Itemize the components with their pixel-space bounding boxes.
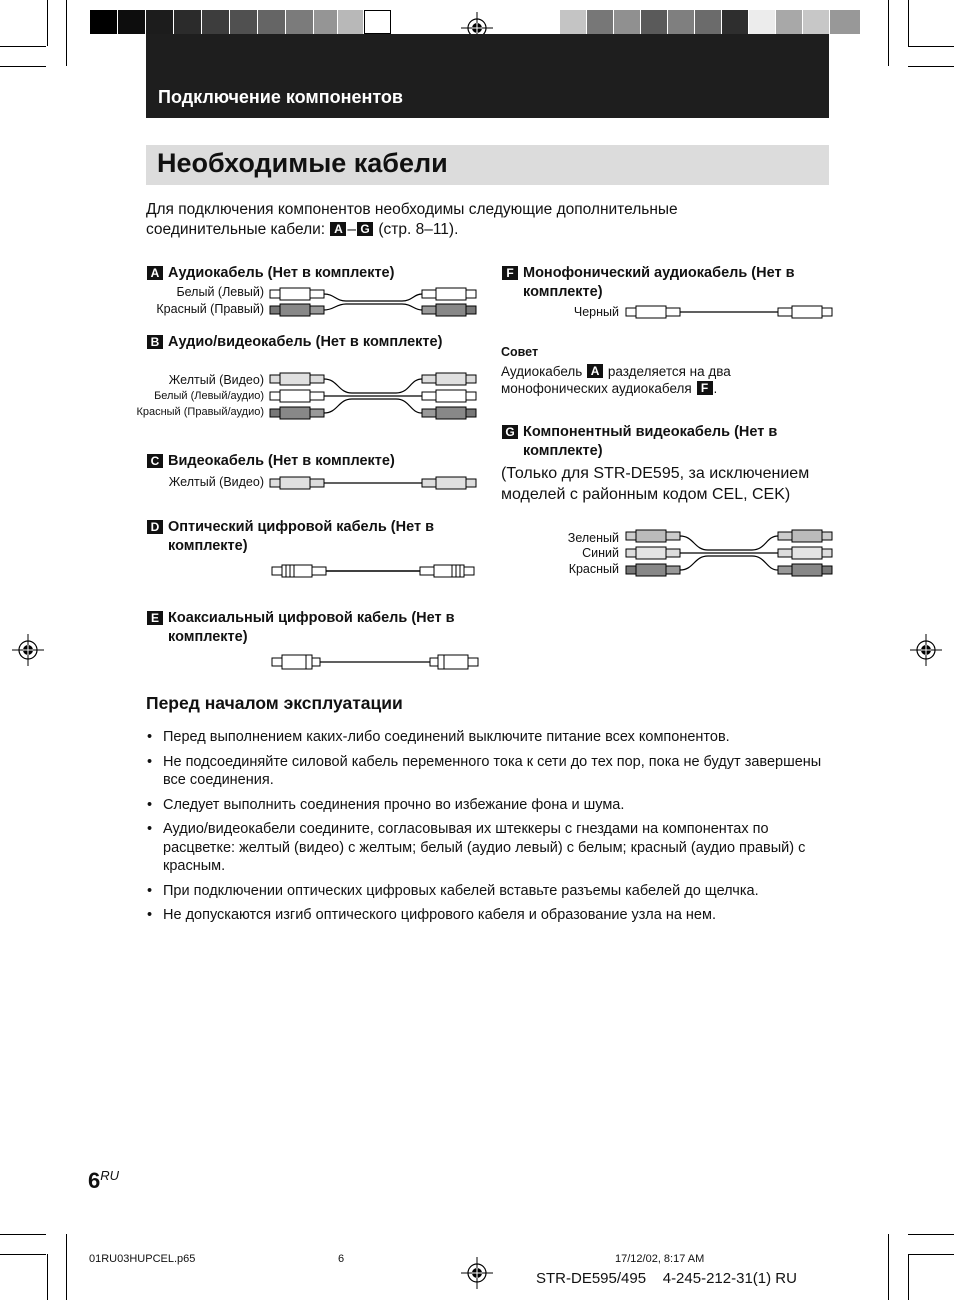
cable-b-label-white: Белый (Левый/аудио) (154, 390, 264, 402)
registration-mark-icon (910, 634, 942, 666)
cable-d-title: Оптический цифровой кабель (Нет в комплекте) (168, 519, 434, 554)
cable-b-label-yellow: Желтый (Видео) (168, 373, 264, 387)
tip-mid: разделяется на два монофонических аудиокабеля (501, 364, 731, 396)
footer-filename: 01RU03HUPCEL.p65 (89, 1253, 196, 1265)
before-use-heading: Перед началом эксплуатации (146, 693, 403, 713)
cable-a-label-red: Красный (Правый) (156, 302, 264, 316)
intro-line1: Для подключения компонентов необходимы следующие дополнительные (146, 201, 678, 218)
cable-c-title: Видеокабель (Нет в комплекте) (168, 453, 395, 469)
cable-g-label-blue: Синий (582, 546, 619, 560)
cable-a-illustration (266, 286, 482, 320)
cable-g-title: Компонентный видеокабель (Нет в комплекте) (523, 424, 778, 459)
cable-c-label-yellow: Желтый (Видео) (168, 475, 264, 489)
registration-mark-icon (461, 1257, 493, 1289)
cable-f-heading (501, 264, 831, 302)
letter-badge: D (147, 520, 163, 534)
page-number-value: 6 (88, 1168, 101, 1193)
cable-e-title: Коаксиальный цифровой кабель (Нет в комплекте) (168, 610, 455, 645)
letter-badge: A (587, 364, 603, 378)
cable-f-label-black: Черный (573, 305, 619, 319)
cable-b-title: Аудио/видеокабель (Нет в комплекте) (168, 334, 443, 350)
list-item: • Перед выполнением каких-либо соединений выключите питание всех компонентов. (146, 728, 836, 747)
footer-model: STR-DE595/495 4-245-212-31(1) RU (536, 1270, 797, 1287)
letter-badge: B (147, 335, 163, 349)
intro-line2-pre: соединительные кабели: (146, 221, 326, 238)
intro-dash: – (347, 221, 357, 238)
tip-post: . (713, 381, 718, 396)
cable-g-label-green: Зеленый (567, 531, 619, 545)
footer-file-page: 6 (338, 1253, 345, 1265)
list-item: • Следует выполнить соединения прочно во избежание фона и шума. (146, 796, 836, 815)
cable-g-heading (501, 423, 831, 461)
letter-badge: A (147, 266, 163, 280)
tip-pre: Аудиокабель (501, 364, 583, 379)
letter-badge: F (697, 381, 713, 395)
section-label: Подключение компонентов (158, 87, 403, 107)
tip-text (501, 363, 821, 397)
cable-c-heading (146, 452, 486, 471)
cable-g-label-red: Красный (568, 562, 619, 576)
cable-e-heading (146, 609, 486, 647)
list-item: • Не допускаются изгиб оптического цифрового кабеля и образование узла на нем. (146, 906, 836, 925)
cable-b-heading (146, 333, 446, 352)
footer-date: 17/12/02, 8:17 AM (615, 1253, 705, 1265)
letter-badge: A (330, 222, 346, 236)
cable-b-label-red: Красный (Правый/аудио) (136, 406, 264, 418)
cable-a-heading (146, 264, 486, 283)
list-item: • Аудио/видеокабели соедините, согласовывая их штеккеры с гнездами на компонентах по расцветке: желтый (видео) с желтым; белый (аудио левый) с белым; красный (аудио правый) с красным. (146, 820, 836, 876)
cable-f-illustration (622, 303, 838, 321)
cable-g-illustration (622, 528, 838, 580)
letter-badge: E (147, 611, 163, 625)
page-title: Необходимые кабели (157, 148, 448, 178)
letter-badge: F (502, 266, 518, 280)
intro-paragraph (146, 200, 826, 240)
cable-d-heading (146, 518, 476, 556)
page-number (88, 1168, 119, 1194)
cable-c-illustration (266, 474, 482, 492)
cable-b-illustration (266, 371, 482, 423)
cable-f-title: Монофонический аудиокабель (Нет в комплекте) (523, 265, 795, 300)
list-item: • При подключении оптических цифровых кабелей вставьте разъемы кабелей до щелчка. (146, 882, 836, 901)
tip-heading: Совет (501, 345, 539, 359)
letter-badge: G (502, 425, 518, 439)
letter-badge: G (357, 222, 373, 236)
cable-a-label-white: Белый (Левый) (176, 285, 264, 299)
cable-g-note: (Только для STR-DE595, за исключением моделей с районным кодом CEL, CEK) (501, 465, 810, 503)
cable-a-title: Аудиокабель (Нет в комплекте) (168, 265, 395, 281)
list-item: • Не подсоединяйте силовой кабель переменного тока к сети до тех пор, пока не будут завершены все соединения. (146, 753, 836, 790)
cable-e-illustration (270, 652, 482, 672)
registration-mark-icon (12, 634, 44, 666)
intro-line2-post: (стр. 8–11). (378, 221, 459, 238)
letter-badge: C (147, 454, 163, 468)
cable-d-illustration (270, 562, 482, 580)
page-number-suffix: RU (100, 1168, 120, 1183)
before-use-list (146, 728, 836, 931)
